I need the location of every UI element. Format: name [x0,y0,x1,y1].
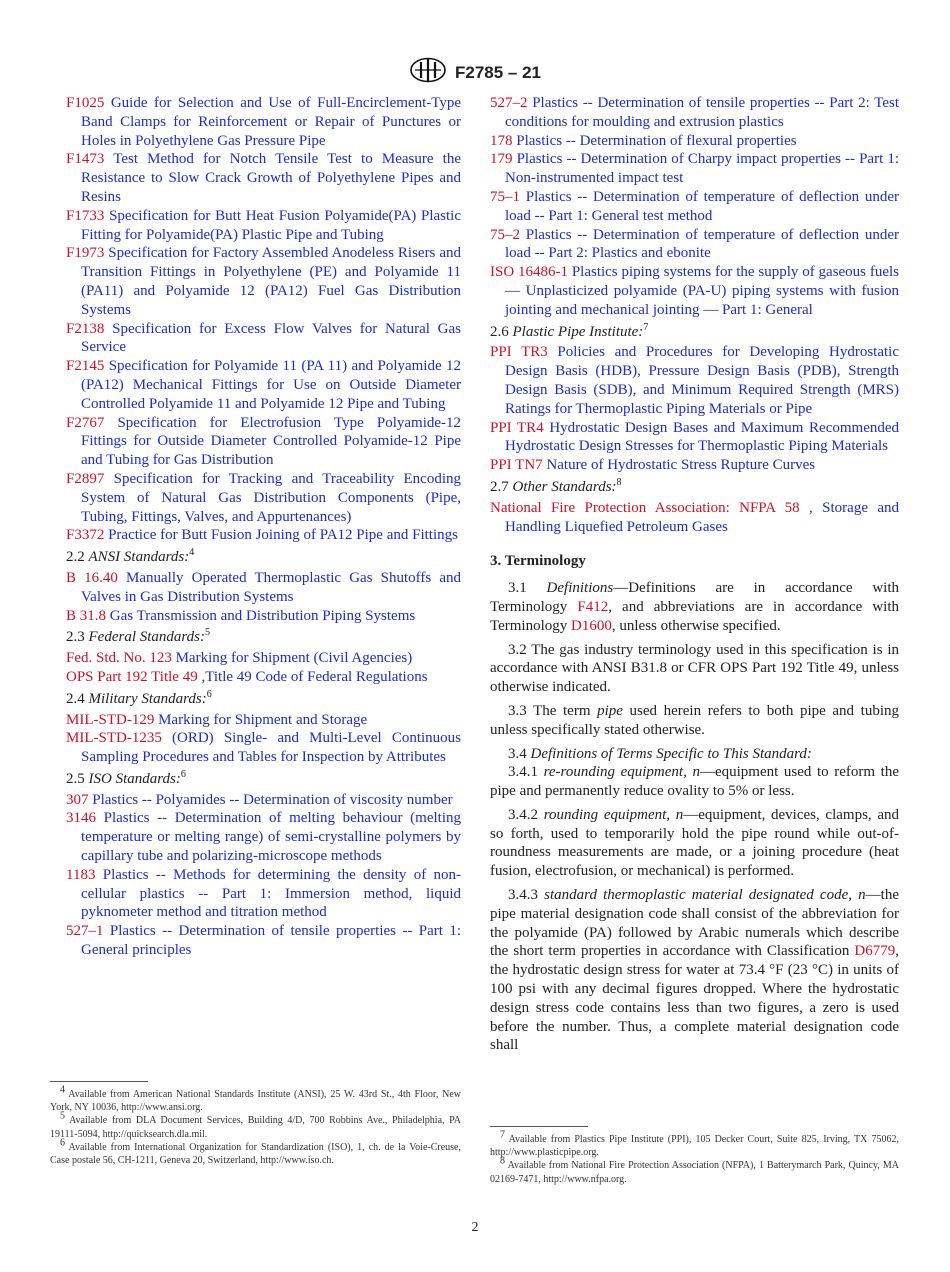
reference-list-federal [66,649,461,687]
section-2-3: 2.3 Federal Standards:$^5$ [66,627,211,646]
footnote [490,1129,899,1159]
reference-title-link[interactable]: Plastics -- Determination of tensile properties -- Part 1: General principles [81,923,461,959]
reference-title-link[interactable]: , Storage and Handling Liquefied Petroleum Gases [505,499,900,535]
reference-item [66,668,461,687]
reference-list-military [66,711,461,767]
reference-code-link[interactable]: 75–2 [490,226,520,243]
section-2-2: 2.2 ANSI Standards:$^4$ [66,547,195,566]
reference-code-link[interactable]: 75–1 [490,188,520,205]
footnote-text: Available from DLA Document Services, Building 4/D, 700 Robbins Ave., Philadelphia, PA 19111-5094, http://quicksearch.dla.mil. [50,1115,462,1140]
reference-title-link[interactable]: Nature of Hydrostatic Stress Rupture Curves [546,457,816,474]
page-header [0,57,950,88]
reference-code-link[interactable]: ISO 16486-1 [490,264,568,281]
reference-title-link[interactable]: Plastics -- Determination of melting behaviour (melting temperature or melting range) of semi-crystalline polymers by capillary tube and polarizing-microscope methods [81,810,462,865]
reference-item [66,922,461,960]
standard-designation: F2785 – 21 [454,62,541,82]
reference-item [490,150,899,188]
paragraph-3-4-1: 3.4.1 re-rounding equipment, n—equipment used to reform the pipe and permanently reduce ovality to 5% or less. [490,764,899,800]
reference-title-link[interactable]: (ORD) Single- and Multi-Level Continuous Sampling Procedures and Tables for Inspection by Attributes [81,730,461,766]
reference-title-link[interactable]: Hydrostatic Design Bases and Maximum Recommended Hydrostatic Design Stresses for Thermoplastic Piping Materials [505,419,900,455]
paragraph-3-4-3: 3.4.3 standard thermoplastic material designated code, n—the pipe material designation code shall consist of the abbreviation for the polyamide (PA) followed by Arabic numerals which describe the short term properties in accordance with Classification D6779, the hydrostatic design stress for water at 73.4 °F (23 °C) in units of 100 psi with any decimal figures dropped. Where the hydrostatic design stress code contains less than two figures, a zero is used before the number. Thus, a complete material designation code shall [490,887,899,1054]
reference-item [66,649,461,668]
paragraph-3-1: 3.1 Definitions—Definitions are in accordance with Terminology F412, and abbreviations are in accordance with Terminology D1600, unless otherwise specified. [490,580,899,634]
reference-item [66,150,461,206]
reference-item [490,419,899,457]
footnote-marker: 7 [500,1129,505,1141]
reference-item [490,343,899,418]
reference-code-link[interactable]: 307 [66,791,89,808]
footnote [490,1156,900,1185]
footnote-marker: 5 [60,1111,65,1123]
reference-code-link[interactable]: F3372 [66,527,105,544]
reference-code-link[interactable]: F2145 [66,358,105,375]
reference-title-link[interactable]: Specification for Factory Assembled Anodeless Risers and Transition Fittings in Polyethylene (PE) and Polyamide 11 (PA11) and Polyamide 12 (PA12) Fuel Gas Distribution Systems [81,245,461,318]
reference-title-link[interactable]: Plastics -- Methods for determining the density of non-cellular plastics -- Part 1: Immersion method, liquid pyknometer method and titration method [81,866,461,921]
reference-list-astm [66,94,461,545]
reference-code-link[interactable]: F2897 [66,470,105,487]
section-2-6: 2.6 Plastic Pipe Institute:$^7$ [490,321,649,340]
reference-code-link[interactable]: B 16.40 [66,569,118,586]
footnote-list-left [50,1084,462,1167]
reference-title-link[interactable]: Specification for Excess Flow Valves for Natural Gas Service [81,320,462,356]
reference-code-link[interactable]: 179 [490,151,513,168]
reference-code-link[interactable]: F1733 [66,207,105,224]
reference-item [66,607,461,626]
reference-code-link[interactable]: PPI TR3 [490,344,548,361]
reference-item [66,357,461,413]
paragraph-3-4: 3.4 Definitions of Terms Specific to This Standard: [508,745,812,762]
footnotes-right [490,1126,899,1186]
reference-list-iso [66,791,461,960]
reference-code-link[interactable]: F2138 [66,320,105,337]
page-number: 2 [471,1220,479,1235]
reference-code-link[interactable]: B 31.8 [66,607,107,624]
reference-title-link[interactable]: Plastics -- Determination of temperature of deflection under load -- Part 1: General test method [505,188,900,224]
reference-code-link[interactable]: National Fire Protection Association: NFPA 58 [490,499,800,516]
reference-code-link[interactable]: 527–2 [490,95,528,111]
reference-code-link[interactable]: 3146 [66,810,96,827]
reference-title-link[interactable]: Marking for Shipment (Civil Agencies) [175,650,413,667]
paragraph-3-2: 3.2 The gas industry terminology used in this specification is in accordance with ANSI B31.8 or CFR OPS Part 192 Title 49, unless otherwise indicated. [490,641,899,696]
right-column [490,94,899,1060]
reference-item [490,132,899,151]
reference-item [66,866,461,922]
ref-link-f412[interactable]: F412 [577,598,609,615]
reference-title-link[interactable]: Specification for Tracking and Traceability Encoding System of Natural Gas Distribution Components (Pipe, Tubing, Fittings, Valves, and Appurtenances) [81,470,461,525]
reference-item [490,499,899,537]
reference-item [490,94,899,132]
footnote-text: Available from Plastics Pipe Institute (PPI), 105 Decker Court, Suite 825, Irving, TX 75062, http://www.plasticpipe.org. [490,1134,899,1159]
reference-code-link[interactable]: F1025 [66,95,105,111]
reference-item [66,207,461,245]
reference-title-link[interactable]: Plastics -- Determination of flexural properties [516,132,797,149]
reference-code-link[interactable]: PPI TR4 [490,419,544,436]
reference-item [490,188,899,226]
reference-list-iso-continued [490,94,899,320]
reference-item [66,711,461,730]
reference-code-link[interactable]: 527–1 [66,923,104,940]
reference-title-link[interactable]: Specification for Polyamide 11 (PA 11) and Polyamide 12 (PA12) Mechanical Fittings for Use on Outside Diameter Controlled Polyamide 11 and Polyamide 12 Pipe and Tubing [81,358,461,412]
ref-link-d6779[interactable]: D6779 [854,943,896,960]
reference-title-link[interactable]: Plastics piping systems for the supply of gaseous fuels — Unplasticized polyamide (PA-U) piping systems with fusion jointing and mechanical jointing — Part 1: General [505,264,900,318]
reference-item [66,809,461,865]
reference-code-link[interactable]: PPI TN7 [490,457,543,474]
reference-code-link[interactable]: F1973 [66,245,105,262]
reference-code-link[interactable]: OPS Part 192 Title 49 [66,668,198,685]
reference-item [66,791,461,810]
footnote-marker: 4 [60,1084,65,1096]
paragraph-3-4-2: 3.4.2 rounding equipment, n—equipment, devices, clamps, and so forth, used to temporarily hold the pipe round while out-of-roundness measurements are made, or a joining procedure (heat fusion, electrofusion, or mechanical) is performed. [490,806,899,880]
reference-list-ansi [66,569,461,625]
reference-title-link[interactable]: Plastics -- Determination of temperature of deflection under load -- Part 2: Plastics and ebonite [505,226,900,262]
terminology-heading: 3. Terminology [490,553,586,570]
reference-item [66,470,461,526]
reference-code-link[interactable]: 178 [490,132,513,149]
reference-title-link[interactable]: ,Title 49 Code of Federal Regulations [201,668,428,685]
reference-item [66,320,461,358]
reference-item [490,263,899,319]
reference-title-link[interactable]: Plastics -- Polyamides -- Determination of viscosity number [92,791,453,808]
reference-item [490,226,899,264]
footnote-rule [50,1081,148,1082]
reference-code-link[interactable]: Fed. Std. No. 123 [66,650,172,667]
reference-item [66,526,461,545]
reference-title-link[interactable]: Gas Transmission and Distribution Piping Systems [109,607,416,624]
reference-title-link[interactable]: Test Method for Notch Tensile Test to Measure the Resistance to Slow Crack Growth of Polyethylene Pipes and Resins [81,151,461,205]
footnote-rule [490,1126,588,1127]
reference-item [490,456,899,475]
left-column [66,94,461,960]
reference-title-link[interactable]: Manually Operated Thermoplastic Gas Shutoffs and Valves in Gas Distribution Systems [81,569,462,605]
reference-code-link[interactable]: F1473 [66,151,105,168]
section-2-7: 2.7 Other Standards:$^8$ [490,476,622,495]
reference-list-other [490,499,899,537]
reference-title-link[interactable]: Policies and Procedures for Developing Hydrostatic Design Basis (HDB), Pressure Design Basis (PDB), Strength Design Basis (SDB), and Minimum Required Strength (MRS) Ratings for Thermoplastic Piping Materials or Pipe [505,344,900,417]
reference-item [66,244,461,319]
reference-list-ppi [490,343,899,475]
footnote-list-right [490,1129,900,1186]
reference-title-link[interactable]: Plastics -- Determination of tensile properties -- Part 2: Test conditions for moulding and extrusion plastics [505,95,900,130]
reference-title-link[interactable]: Plastics -- Determination of Charpy impact properties -- Part 1: Non-instrumented impact test [505,151,899,187]
footnote [50,1111,462,1140]
footnote-marker: 8 [500,1156,505,1168]
ref-link-d1600[interactable]: D1600 [571,617,612,634]
reference-item [66,569,461,607]
reference-code-link[interactable]: MIL-STD-1235 [66,730,162,747]
footnote [50,1137,461,1167]
reference-title-link[interactable]: Guide for Selection and Use of Full-Encirclement-Type Band Clamps for Reinforcement or Repair of Punctures or Holes in Polyethylene Gas Pressure Pipe [81,95,461,149]
reference-item [66,729,461,767]
astm-logo-icon [409,57,447,88]
section-2-5: 2.5 ISO Standards:$^6$ [66,768,186,787]
reference-code-link[interactable]: 1183 [66,866,96,883]
footnotes-left [50,1081,461,1167]
reference-item [66,94,461,150]
reference-title-link[interactable]: Specification for Butt Heat Fusion Polyamide(PA) Plastic Fitting for Polyamide(PA) Plastic Pipe and Tubing [81,207,462,243]
reference-item [66,414,461,470]
reference-title-link[interactable]: Specification for Electrofusion Type Polyamide-12 Fittings for Outside Diameter Controlled Polyamide-12 Pipe and Tubing for Gas Distribution [81,414,462,469]
footnote-text: Available from International Organization for Standardization (ISO), 1, ch. de la Voie-Creuse, Case postale 56, CH-1211, Geneva 20, Switzerland, http://www.iso.ch. [50,1141,461,1167]
reference-title-link[interactable]: Marking for Shipment and Storage [158,711,368,728]
section-2-4: 2.4 Military Standards:$^6$ [66,688,212,707]
footnote-text: Available from American National Standards Institute (ANSI), 25 W. 43rd St., 4th Floor, New York, NY 10036, http://www.ansi.org. [50,1089,461,1114]
footnote-text: Available from National Fire Protection Association (NFPA), 1 Batterymarch Park, Quincy, MA 02169-7471, http://www.nfpa.org. [490,1160,900,1185]
paragraph-3-3: 3.3 The term pipe used herein refers to both pipe and tubing unless specifically stated otherwise. [490,702,899,738]
footnote [50,1084,461,1114]
reference-title-link[interactable]: Practice for Butt Fusion Joining of PA12 Pipe and Fittings [108,527,458,544]
reference-code-link[interactable]: MIL-STD-129 [66,711,155,728]
footnote-marker: 6 [60,1137,65,1149]
reference-code-link[interactable]: F2767 [66,414,105,431]
